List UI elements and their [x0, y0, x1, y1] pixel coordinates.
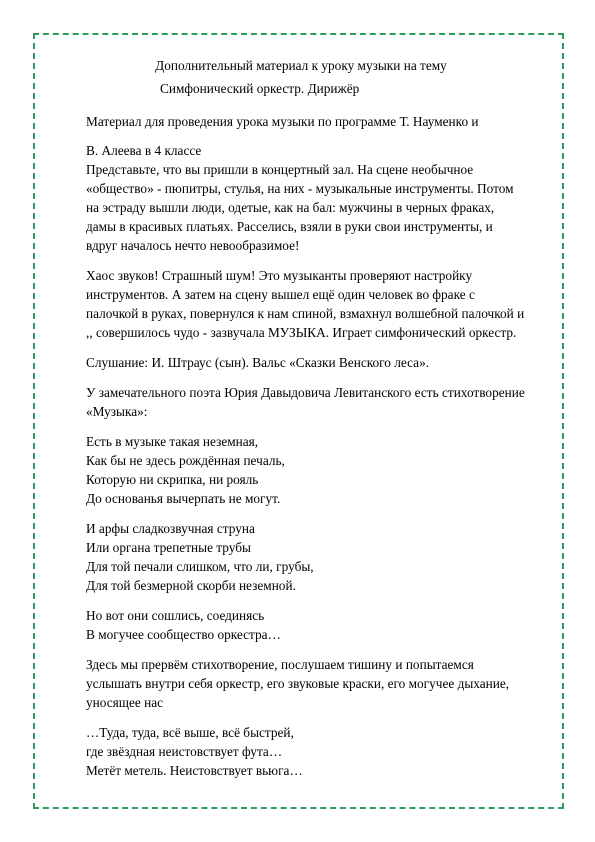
poem-line: Для той печали слишком, что ли, грубы,: [86, 559, 314, 574]
poem-line: Для той безмерной скорби неземной.: [86, 578, 296, 593]
poem-stanza-2: [86, 519, 526, 595]
poem-line: Как бы не здесь рождённая печаль,: [86, 453, 285, 468]
document-body: [86, 56, 526, 780]
paragraph-chaos: Хаос звуков! Страшный шум! Это музыканты проверяют настройку инструментов. А затем на сцену вышел ещё один человек во фраке с палочкой в руках, повернулся к нам спиной, взмахнул волшебной палочкой и ,, совершилось чудо - зазвучала МУЗЫКА. Играет симфонический оркестр.: [86, 268, 525, 340]
paragraph-listening: Слушание: И. Штраус (сын). Вальс «Сказки Венского леса».: [86, 355, 430, 370]
paragraph-pause: Здесь мы прервём стихотворение, послушаем тишину и попытаемся услышать внутри себя оркестр, его звуковые краски, его могучее дыхание, уносящее нас: [86, 657, 510, 710]
paragraph-concert-hall: Представьте, что вы пришли в концертный зал. На сцене необычное «общество» - пюпитры, стулья, на них - музыкальные инструменты. Потом на эстраду вышли люди, одетые, как на бал: мужчины в черных фраках, дамы в красивых платьях. Расселись, взяли в руки свои инструменты, и вдруг началось нечто невообразимое!: [86, 162, 514, 253]
poem-line: где звёздная неистовствует фута…: [86, 744, 283, 759]
poem-line: …Туда, туда, всё выше, всё быстрей,: [86, 725, 294, 740]
poem-line: До основанья вычерпать не могут.: [86, 491, 281, 506]
poem-line: И арфы сладкозвучная струна: [86, 521, 255, 536]
poem-line: В могучее сообщество оркестра…: [86, 627, 281, 642]
intro-line-1: Материал для проведения урока музыки по программе Т. Науменко и: [86, 114, 479, 129]
document-title: Дополнительный материал к уроку музыки на тему: [155, 58, 447, 73]
document-subtitle: Симфонический оркестр. Дирижёр: [160, 81, 360, 96]
poem-stanza-3: [86, 606, 526, 644]
poem-line: Которую ни скрипка, ни рояль: [86, 472, 259, 487]
poem-line: Метёт метель. Неистовствует вьюга…: [86, 763, 303, 778]
poem-line: Но вот они сошлись, соединясь: [86, 608, 265, 623]
poem-stanza-1: [86, 432, 526, 508]
paragraph-poet: У замечательного поэта Юрия Давыдовича Левитанского есть стихотворение «Музыка»:: [86, 385, 525, 419]
poem-line: Или органа трепетные трубы: [86, 540, 251, 555]
poem-line: Есть в музыке такая неземная,: [86, 434, 259, 449]
poem-stanza-4: [86, 723, 526, 780]
intro-line-2: В. Алеева в 4 классе: [86, 143, 202, 158]
